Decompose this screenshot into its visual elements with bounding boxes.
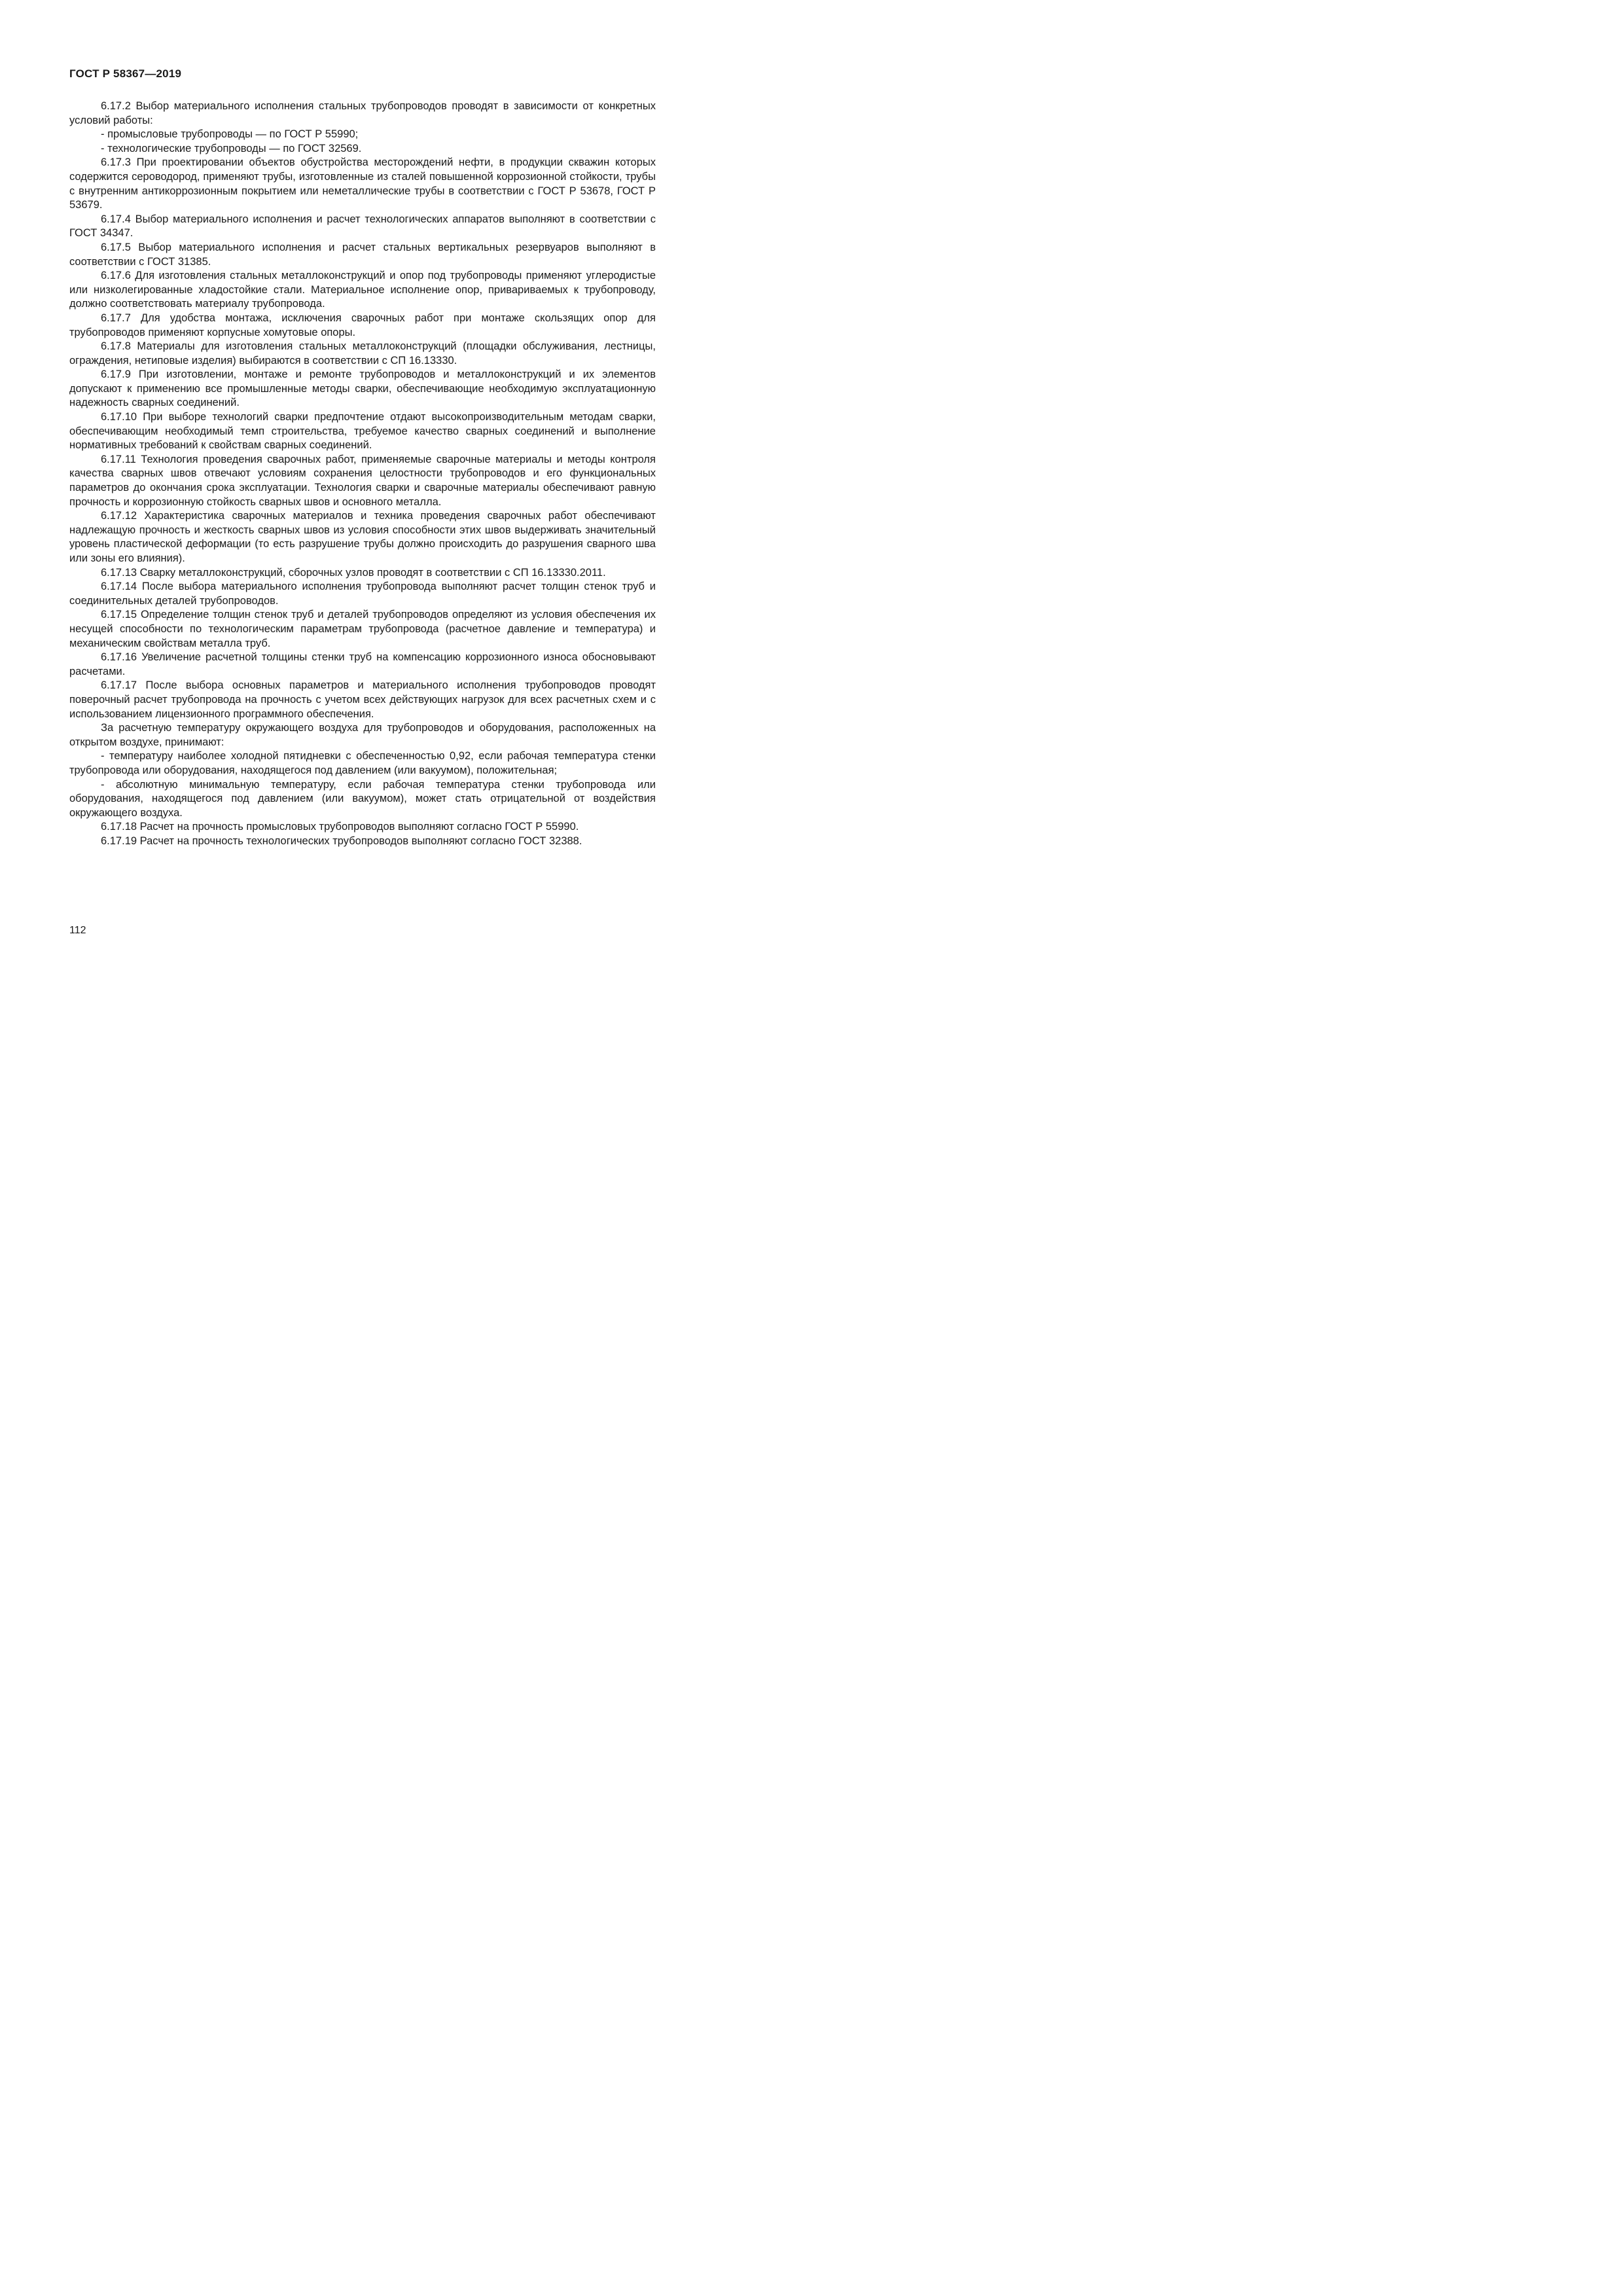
paragraph-6-17-16: 6.17.16 Увеличение расчетной толщины стенки труб на компенсацию коррозионного износа обосновывают расчетами. xyxy=(69,651,656,677)
document-page xyxy=(0,0,721,1020)
paragraph-6-17-7: 6.17.7 Для удобства монтажа, исключения сварочных работ при монтаже скользящих опор для трубопроводов применяют корпусные хомутовые опоры. xyxy=(69,312,656,338)
paragraph-6-17-11: 6.17.11 Технология проведения сварочных работ, применяемые сварочные материалы и методы контроля качества сварных швов отвечают условиям сохранения целостности трубопроводов и его функциональных параметров до окончания срока эксплуатации. Технология сварки и сварочные материалы обеспечивают равную прочность и коррозионную стойкость сварных швов и основного металла. xyxy=(69,453,656,508)
page-number: 112 xyxy=(69,925,86,936)
list-item-process-pipelines: - технологические трубопроводы — по ГОСТ 32569. xyxy=(101,142,362,154)
paragraph-6-17-17: 6.17.17 После выбора основных параметров и материального исполнения трубопроводов проводят поверочный расчет трубопровода на прочность с учетом всех действующих нагрузок для всех расчетных схем и с использованием лицензионного программного обеспечения. xyxy=(69,679,656,720)
paragraph-6-17-14: 6.17.14 После выбора материального исполнения трубопровода выполняют расчет толщин стенок труб и соединительных деталей трубопроводов. xyxy=(69,581,656,607)
document-header: ГОСТ Р 58367—2019 xyxy=(69,67,182,80)
list-item-absolute-minimum: - абсолютную минимальную температуру, если рабочая температура стенки трубопровода или оборудования, находящегося под давлением (или вакуумом), может стать отрицательной от воздействия окружающего воздуха. xyxy=(69,778,656,819)
paragraph-6-17-18: 6.17.18 Расчет на прочность промысловых трубопроводов выполняют согласно ГОСТ Р 55990. xyxy=(101,821,579,833)
paragraph-6-17-10: 6.17.10 При выборе технологий сварки предпочтение отдают высокопроизводительным методам сварки, обеспечивающим необходимый темп строительства, требуемое качество сварных соединений и выполнение нормативных требований к свойствам сварных соединений. xyxy=(69,411,656,452)
paragraph-6-17-13: 6.17.13 Сварку металлоконструкций, сборочных узлов проводят в соответствии с СП 16.13330.2011. xyxy=(101,566,606,579)
paragraph-6-17-15: 6.17.15 Определение толщин стенок труб и деталей трубопроводов определяют из условия обеспечения их несущей способности по технологическим параметрам трубопровода (расчетное давление и температура) и механическим свойствам металла труб. xyxy=(69,609,656,649)
paragraph-design-temperature: За расчетную температуру окружающего воздуха для трубопроводов и оборудования, расположенных на открытом воздухе, принимают: xyxy=(69,722,656,748)
document-body xyxy=(69,99,656,848)
paragraph-6-17-5: 6.17.5 Выбор материального исполнения и расчет стальных вертикальных резервуаров выполняют в соответствии с ГОСТ 31385. xyxy=(69,241,656,268)
list-item-field-pipelines: - промысловые трубопроводы — по ГОСТ Р 55990; xyxy=(101,128,359,141)
paragraph-6-17-19: 6.17.19 Расчет на прочность технологических трубопроводов выполняют согласно ГОСТ 32388. xyxy=(101,834,582,847)
paragraph-6-17-12: 6.17.12 Характеристика сварочных материалов и техника проведения сварочных работ обеспечивают надлежащую прочность и жесткость сварных швов из условия способности этих швов выдерживать значительный уровень пластической деформации (то есть разрушение трубы должно происходить до разрушения сварного шва или зоны его влияния). xyxy=(69,510,656,564)
paragraph-6-17-4: 6.17.4 Выбор материального исполнения и расчет технологических аппаратов выполняют в соответствии с ГОСТ 34347. xyxy=(69,213,656,240)
paragraph-6-17-6: 6.17.6 Для изготовления стальных металлоконструкций и опор под трубопроводы применяют углеродистые или низколегированные хладостойкие стали. Материальное исполнение опор, привариваемых к трубопроводу, должно соответствовать материалу трубопровода. xyxy=(69,270,656,310)
list-item-coldest-five-day: - температуру наиболее холодной пятидневки с обеспеченностью 0,92, если рабочая температура стенки трубопровода или оборудования, находящегося под давлением (или вакуумом), положительная; xyxy=(69,750,656,776)
paragraph-6-17-9: 6.17.9 При изготовлении, монтаже и ремонте трубопроводов и металлоконструкций и их элементов допускают к применению все промышленные методы сварки, обеспечивающие необходимую эксплуатационную надежность сварных соединений. xyxy=(69,368,656,409)
paragraph-6-17-3: 6.17.3 При проектировании объектов обустройства месторождений нефти, в продукции скважин которых содержится сероводород, применяют трубы, изготовленные из сталей повышенной коррозионной стойкости, трубы с внутренним антикоррозионным покрытием или неметаллические трубы в соответствии с ГОСТ Р 53678, ГОСТ Р 53679. xyxy=(69,156,656,211)
paragraph-6-17-2: 6.17.2 Выбор материального исполнения стальных трубопроводов проводят в зависимости от конкретных условий работы: xyxy=(69,100,656,126)
paragraph-6-17-8: 6.17.8 Материалы для изготовления стальных металлоконструкций (площадки обслуживания, лестницы, ограждения, нетиповые изделия) выбираются в соответствии с СП 16.13330. xyxy=(69,340,656,367)
